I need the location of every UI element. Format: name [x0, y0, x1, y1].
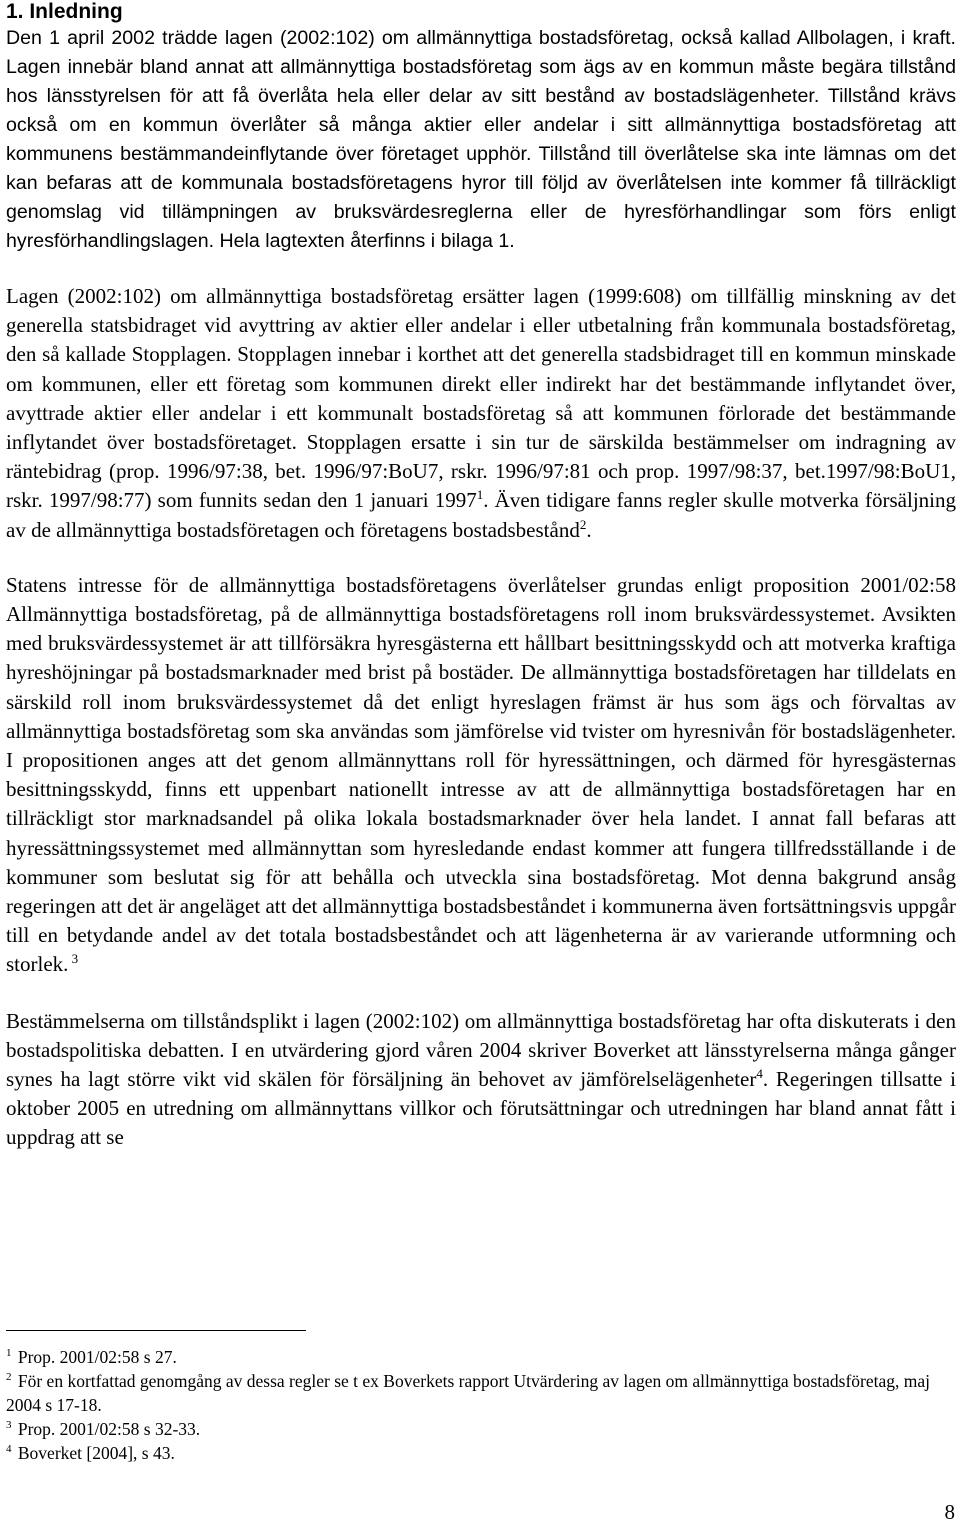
paragraph-bestammelserna: [6, 1007, 956, 1153]
paragraph-stopplagen-text-b: . Även tidigare fanns regler skulle motverka försäljning av de allmännyttiga bostadsföretagen och företagens bostadsbestånd: [6, 488, 956, 542]
footnote-text: Boverket [2004], s 43.: [13, 1443, 175, 1463]
page-number: 8: [944, 1500, 955, 1524]
document-page: [6, 0, 956, 1153]
paragraph-intro-text: Den 1 april 2002 trädde lagen (2002:102) om allmännyttiga bostadsföretag, också kallad Allbolagen, i kraft. Lagen innebär bland annat att allmännyttiga bostadsföretag som ägs av en kommun måste begära tillstånd hos länsstyrelsen för att få överlåta hela eller delar av sitt bestånd av bostadslägenheter. Tillstånd krävs också om en kommun överlåter så många aktier eller andelar i sitt allmännyttiga bostadsföretag att kommunens bestämmandeinflytande över företaget upphör. Tillstånd till överlåtelse ska inte lämnas om det kan befaras att de kommunala bostadsföretagens hyror till följd av överlåtelsen inte kommer få tillräckligt genomslag vid tillämpningen av bruksvärdesreglerna eller de hyresförhandlingar som förs enligt hyresförhandlingslagen. Hela lagtexten återfinns i bilaga 1.: [6, 27, 956, 252]
footnote-item: [6, 1369, 956, 1417]
footnote-item: [6, 1441, 956, 1465]
paragraph-statens-intresse: [6, 571, 956, 980]
footnote-number: 2: [6, 1371, 12, 1383]
paragraph-bestammelserna-text-a: Bestämmelserna om tillståndsplikt i lagen (2002:102) om allmännyttiga bostadsföretag har ofta diskuterats i den bostadspolitiska debatten. I en utvärdering gjord våren 2004 skriver Boverket att länsstyrelserna många gånger synes ha lagt större vikt vid skälen för försäljning än behovet av jämförelselägenheter: [6, 1008, 956, 1092]
paragraph-statens-intresse-text: Statens intresse för de allmännyttiga bostadsföretagens överlåtelser grundas enligt proposition 2001/02:58 Allmännyttiga bostadsföretag, på de allmännyttiga bostadsföretagens roll inom bruksvärdessystemet. Avsikten med bruksvärdessystemet är att tillförsäkra hyresgästerna ett hållbart besittningsskydd och att motverka kraftiga hyreshöjningar på bostadsmarknader med brist på bostäder. De allmännyttiga bostadsföretagen har tilldelats en särskild roll inom bruksvärdessystemet då det enligt hyreslagen främst är hus som ägs och förvaltas av allmännyttiga bostadsföretag som ska användas som jämförelse vid tvister om hyresnivån för bostadslägenheter. I propositionen anges att det genom allmännyttans roll för hyressättningen, och därmed för hyresgästernas besittningsskydd, finns ett uppenbart nationellt intresse av att de allmännyttiga bostadsföretagen har en tillräckligt stor marknadsandel på olika lokala bostadsmarknader över hela landet. I annat fall befaras att hyressättningssystemet med allmännyttan som hyresledande endast kommer att fungera tillfredsställande i de kommuner som beslutat sig för att behålla och utveckla sina bostadsföretag. Mot denna bakgrund ansåg regeringen att det är angeläget att det allmännyttiga bostadsbeståndet i kommunerna även fortsättningsvis uppgår till en betydande andel av det totala bostadsbeståndet och att lägenheterna är av varierande utformning och storlek.: [6, 572, 956, 977]
footnote-text: Prop. 2001/02:58 s 32-33.: [13, 1419, 201, 1439]
footnotes: [6, 1345, 956, 1465]
paragraph-intro: [6, 24, 956, 256]
footnote-separator: [6, 1330, 306, 1331]
footnote-ref-3[interactable]: 3: [68, 951, 79, 967]
footnote-item: [6, 1345, 956, 1369]
paragraph-stopplagen-text-a: Lagen (2002:102) om allmännyttiga bostadsföretag ersätter lagen (1999:608) om tillfällig minskning av det generella statsbidraget vid avyttring av aktier eller andelar i eller utbetalning från kommunala bostadsföretag, den så kallade Stopplagen. Stopplagen innebar i korthet att det generella stadsbidraget till en kommun minskade om kommunen, eller ett företag som kommunen direkt eller indirekt har det bestämmande inflytandet över, avyttrade aktier eller andelar i ett kommunalt bostadsföretag så att kommunen förlorade det bestämmande inflytandet över bostadsföretaget. Stopplagen ersatte i sin tur de särskilda bestämmelser om indragning av räntebidrag (prop. 1996/97:38, bet. 1996/97:BoU7, rskr. 1996/97:81 och prop. 1997/98:37, bet.1997/98:BoU1, rskr. 1997/98:77) som funnits sedan den 1 januari 1997: [6, 284, 956, 513]
footnote-ref-2[interactable]: 2: [579, 516, 587, 532]
footnote-ref-1[interactable]: 1: [476, 487, 484, 503]
paragraph-stopplagen-text-c: .: [586, 517, 592, 542]
paragraph-bestammelserna-text-b: . Regeringen tillsatte i oktober 2005 en utredning om allmännyttans villkor och förutsättningar och utredningen har bland annat fått i uppdrag att se: [6, 1067, 956, 1150]
footnote-number: 4: [6, 1443, 12, 1455]
paragraph-stopplagen: [6, 282, 956, 545]
footnote-text: Prop. 2001/02:58 s 27.: [13, 1347, 177, 1367]
footnote-ref-4[interactable]: 4: [756, 1066, 763, 1082]
footnote-number: 1: [6, 1347, 12, 1359]
footnote-item: [6, 1417, 956, 1441]
footnote-number: 3: [6, 1419, 12, 1431]
section-heading: 1. Inledning: [6, 0, 123, 23]
footnote-text: För en kortfattad genomgång av dessa regler se t ex Boverkets rapport Utvärdering av lagen om allmännyttiga bostadsföretag, maj 2004 s 17-18.: [6, 1371, 931, 1415]
